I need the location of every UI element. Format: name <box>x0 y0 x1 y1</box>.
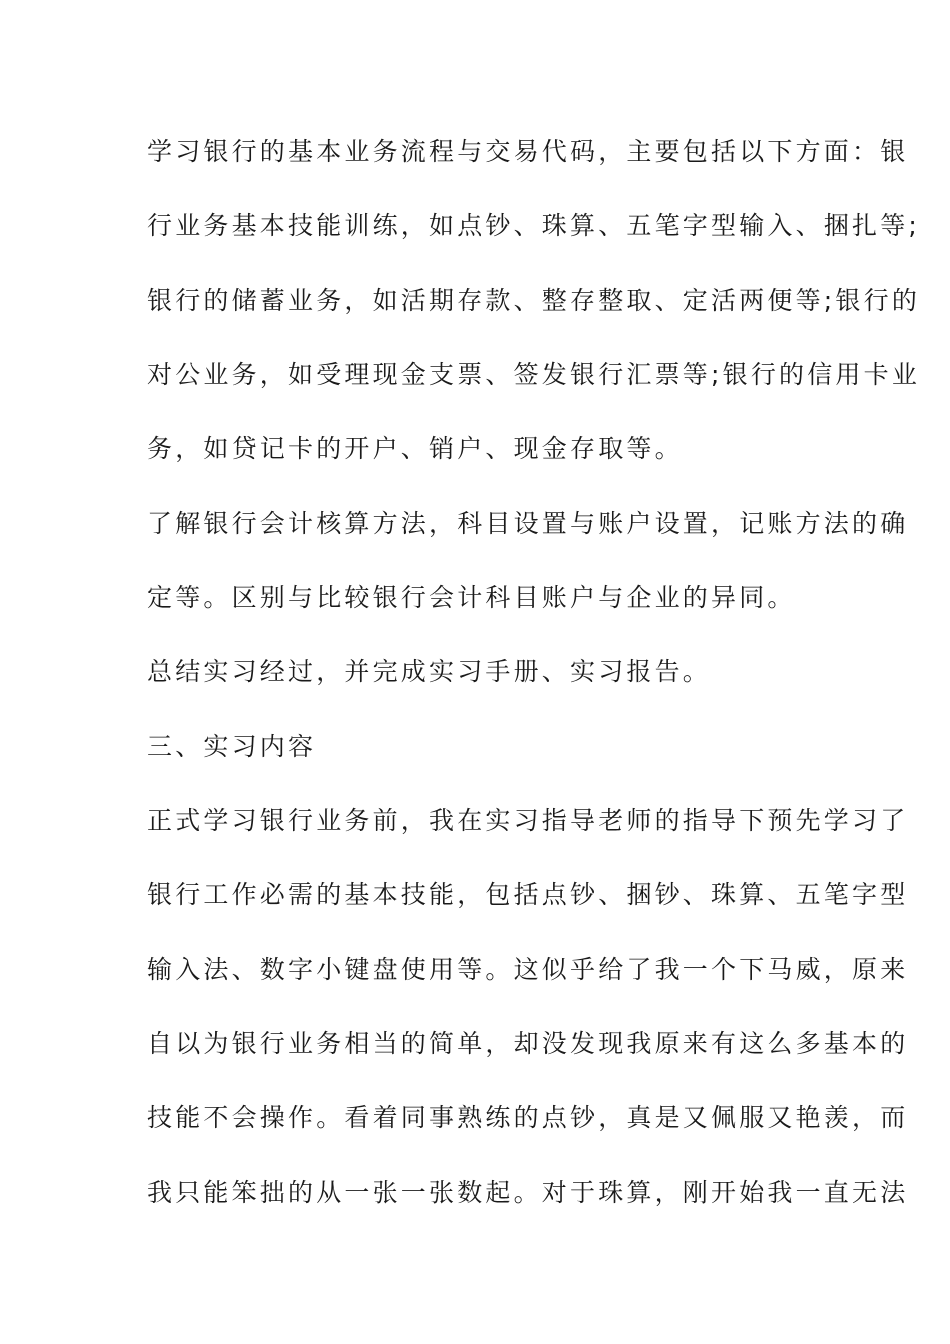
paragraph-line: 务，如贷记卡的开户、销户、现金存取等。 <box>147 434 683 463</box>
paragraph-line: 技能不会操作。看着同事熟练的点钞，真是又佩服又艳羡，而 <box>147 1103 909 1132</box>
paragraph-line: 定等。区别与比较银行会计科目账户与企业的异同。 <box>147 583 796 612</box>
paragraph-line: 行业务基本技能训练，如点钞、珠算、五笔字型输入、捆扎等; <box>147 211 921 240</box>
paragraph-line: 银行的储蓄业务，如活期存款、整存整取、定活两便等;银行的 <box>147 286 921 315</box>
paragraph-line: 对公业务，如受理现金支票、签发银行汇票等;银行的信用卡业 <box>147 360 921 389</box>
paragraph-line: 了解银行会计核算方法，科目设置与账户设置，记账方法的确 <box>147 509 909 538</box>
section-heading: 三、实习内容 <box>147 732 317 761</box>
paragraph-line: 正式学习银行业务前，我在实习指导老师的指导下预先学习了 <box>147 806 909 835</box>
paragraph-line: 学习银行的基本业务流程与交易代码，主要包括以下方面：银 <box>147 137 909 166</box>
paragraph-line: 自以为银行业务相当的简单，却没发现我原来有这么多基本的 <box>147 1029 909 1058</box>
paragraph-line: 银行工作必需的基本技能，包括点钞、捆钞、珠算、五笔字型 <box>147 880 909 909</box>
paragraph-line: 我只能笨拙的从一张一张数起。对于珠算，刚开始我一直无法 <box>147 1178 909 1207</box>
paragraph-line: 总结实习经过，并完成实习手册、实习报告。 <box>147 657 712 686</box>
paragraph-line: 输入法、数字小键盘使用等。这似乎给了我一个下马威，原来 <box>147 955 909 984</box>
